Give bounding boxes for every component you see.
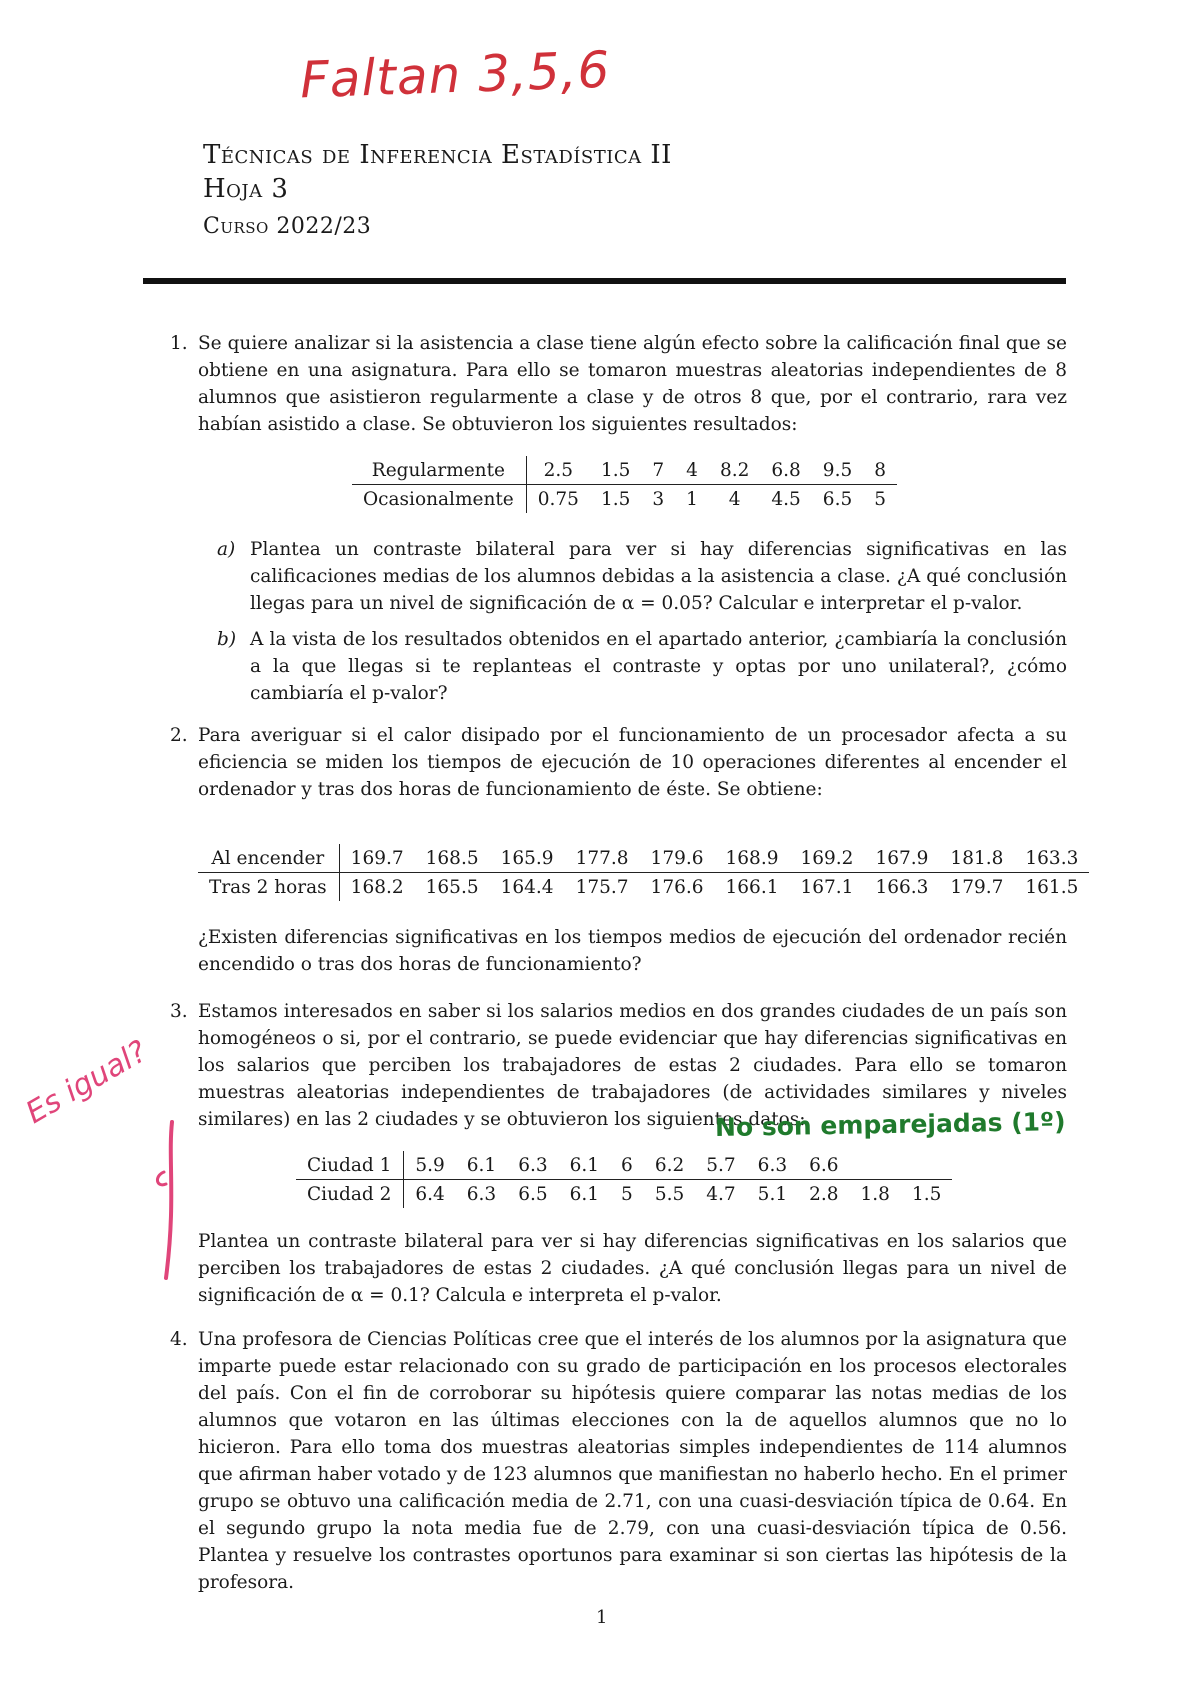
row-header: Ciudad 1 bbox=[296, 1151, 404, 1180]
row-header: Regularmente bbox=[352, 456, 526, 485]
question-2-followup bbox=[170, 924, 1067, 978]
table-cell: 5.7 bbox=[695, 1151, 746, 1180]
table-cell: 8 bbox=[863, 456, 897, 485]
table-cell: 5.1 bbox=[757, 1183, 788, 1205]
table-cell: 2.5 bbox=[526, 456, 590, 485]
table-cell: 6.8 bbox=[760, 456, 811, 485]
table-cell: 6.5 bbox=[518, 1183, 548, 1205]
table-cell: 6.5 bbox=[822, 488, 853, 510]
attendance-table bbox=[352, 456, 897, 513]
table-cell: 4.5 bbox=[771, 488, 801, 510]
header-rule bbox=[143, 278, 1066, 284]
table-cell: 166.3 bbox=[875, 876, 929, 898]
question-number: 1. bbox=[170, 333, 188, 354]
table-row bbox=[352, 456, 897, 485]
question-text: Una profesora de Ciencias Políticas cree que el interés de los alumnos por la asignatura que imparte puede estar relacionado con su grado de participación en los procesos electorales del país. Con el fin de corroborar su hipótesis quiere comparar las notas medias de los alumnos que votaron en las últimas elecciones con la de aquellos alumnos que no lo hicieron. Para ello toma dos muestras aleatorias simples independientes de 114 alumnos que afirman haber votado y de 123 alumnos que manifiestan no haberlo hecho. En el primer grupo se obtuvo una calificación media de 2.71, con una cuasi-desviación típica de 0.64. En el segundo grupo la nota media fue de 2.79, con una cuasi-desviación típica de 0.56. Plantea y resuelve los contrastes oportunos para examinar si son ciertas las hipótesis de la profesora. bbox=[198, 1329, 1067, 1593]
table-cell: 166.1 bbox=[725, 876, 779, 898]
question-1-parts bbox=[170, 528, 1067, 707]
row-header: Ocasionalmente bbox=[352, 485, 526, 514]
table-cell bbox=[901, 1151, 952, 1180]
handwritten-bracket-icon bbox=[150, 1120, 190, 1280]
table-cell: 181.8 bbox=[939, 844, 1014, 873]
question-4 bbox=[170, 1326, 1067, 1596]
table-cell: 8.2 bbox=[709, 456, 760, 485]
sheet-title: Hoja 3 bbox=[203, 174, 289, 204]
table-cell: 177.8 bbox=[565, 844, 640, 873]
table-cell: 2.8 bbox=[809, 1183, 839, 1205]
table-cell: 1.5 bbox=[600, 488, 631, 510]
part-text: A la vista de los resultados obtenidos en el apartado anterior, ¿cambiaría la conclusión a la que llegas si te replanteas el contraste y optas por uno unilateral?, ¿cómo cambiaría el p-valor? bbox=[250, 629, 1067, 704]
table-cell: 163.3 bbox=[1014, 844, 1089, 873]
table-row bbox=[296, 1180, 952, 1209]
question-1 bbox=[170, 330, 1067, 438]
table-cell: 164.4 bbox=[500, 876, 554, 898]
table-cell bbox=[850, 1151, 901, 1180]
processor-table bbox=[198, 844, 1089, 901]
table-cell: 6.3 bbox=[466, 1183, 497, 1205]
table-cell: 6 bbox=[610, 1151, 644, 1180]
table-row bbox=[198, 873, 1089, 902]
table-cell: 0.75 bbox=[537, 488, 579, 510]
table-cell: 5.9 bbox=[404, 1151, 456, 1180]
table-cell: 7 bbox=[641, 456, 675, 485]
handwritten-note-equal: Es igual? bbox=[20, 1034, 153, 1131]
part-label: b) bbox=[217, 629, 237, 650]
row-header: Tras 2 horas bbox=[198, 873, 339, 902]
question-3-followup bbox=[170, 1228, 1067, 1309]
table-cell: 5 bbox=[621, 1183, 633, 1205]
table-cell: 4 bbox=[675, 456, 709, 485]
table-cell: 4.7 bbox=[706, 1183, 736, 1205]
table-row bbox=[352, 485, 897, 514]
course-year: Curso 2022/23 bbox=[203, 214, 372, 239]
table-cell: 179.7 bbox=[950, 876, 1004, 898]
table-cell: 9.5 bbox=[812, 456, 863, 485]
table-cell: 6.6 bbox=[798, 1151, 849, 1180]
row-header: Ciudad 2 bbox=[296, 1180, 404, 1209]
question-number: 2. bbox=[170, 725, 188, 746]
table-cell: 168.2 bbox=[350, 876, 404, 898]
course-title: Técnicas de Inferencia Estadística II bbox=[203, 140, 672, 170]
table-cell: 1.8 bbox=[860, 1183, 890, 1205]
salary-table bbox=[296, 1151, 952, 1208]
table-cell: 169.7 bbox=[339, 844, 414, 873]
table-cell: 6.3 bbox=[747, 1151, 798, 1180]
handwritten-note-missing: Faltan 3,5,6 bbox=[299, 40, 612, 110]
question-text: ¿Existen diferencias significativas en los tiempos medios de ejecución del ordenador recién encendido o tras dos horas de funcionamiento? bbox=[198, 927, 1067, 975]
table-row bbox=[296, 1151, 952, 1180]
table-cell: 6.1 bbox=[456, 1151, 507, 1180]
part-a bbox=[217, 536, 1067, 617]
table-cell: 6.3 bbox=[507, 1151, 558, 1180]
table-cell: 1 bbox=[686, 488, 698, 510]
table-cell: 176.6 bbox=[650, 876, 704, 898]
table-cell: 5.5 bbox=[654, 1183, 685, 1205]
row-header: Al encender bbox=[198, 844, 339, 873]
table-cell: 165.5 bbox=[425, 876, 479, 898]
table-cell: 168.9 bbox=[715, 844, 790, 873]
table-cell: 1.5 bbox=[911, 1183, 942, 1205]
table-cell: 167.9 bbox=[864, 844, 939, 873]
question-text: Para averiguar si el calor disipado por el funcionamiento de un procesador afecta a su eficiencia se miden los tiempos de ejecución de 10 operaciones diferentes al encender el ordenador y tras dos horas de funcionamiento de éste. Se obtiene: bbox=[198, 725, 1067, 800]
table-cell: 1.5 bbox=[590, 456, 641, 485]
question-2 bbox=[170, 722, 1067, 803]
table-cell: 161.5 bbox=[1025, 876, 1079, 898]
table-cell: 5 bbox=[874, 488, 886, 510]
part-text: Plantea un contraste bilateral para ver si hay diferencias significativas en las calificaciones medias de los alumnos debidas a la asistencia a clase. ¿A qué conclusión llegas para un nivel de significación de α = 0.05? Calcular e interpretar el p-valor. bbox=[250, 539, 1067, 614]
question-text: Estamos interesados en saber si los salarios medios en dos grandes ciudades de un país son homogéneos o si, por el contrario, se puede evidenciar que hay diferencias significativas en los salarios que perciben los trabajadores de estas 2 ciudades. Para ello se tomaron muestras aleatorias independientes de trabajadores (de actividades similares y niveles similares) en las 2 ciudades y se obtuvieron los siguientes datos: bbox=[198, 1001, 1067, 1130]
table-cell: 6.2 bbox=[644, 1151, 695, 1180]
question-number: 3. bbox=[170, 1001, 188, 1022]
part-label: a) bbox=[217, 539, 236, 560]
table-cell: 167.1 bbox=[800, 876, 854, 898]
page-number: 1 bbox=[596, 1607, 608, 1628]
question-text: Se quiere analizar si la asistencia a clase tiene algún efecto sobre la calificación final que se obtiene en una asignatura. Para ello se tomaron muestras aleatorias independientes de 8 alumnos que asistieron regularmente a clase y de otros 8 que, por el contrario, rara vez habían asistido a clase. Se obtuvieron los siguientes resultados: bbox=[198, 333, 1067, 435]
table-cell: 3 bbox=[652, 488, 665, 510]
table-cell: 175.7 bbox=[575, 876, 629, 898]
table-cell: 6.1 bbox=[559, 1151, 610, 1180]
document-header bbox=[203, 138, 672, 244]
table-cell: 179.6 bbox=[640, 844, 715, 873]
table-cell: 169.2 bbox=[789, 844, 864, 873]
table-cell: 6.1 bbox=[569, 1183, 600, 1205]
question-number: 4. bbox=[170, 1329, 188, 1350]
handwritten-note-not-paired: No son emparejadas (1º) bbox=[714, 1106, 1066, 1143]
table-cell: 168.5 bbox=[415, 844, 490, 873]
table-cell: 165.9 bbox=[490, 844, 565, 873]
table-cell: 6.4 bbox=[415, 1183, 445, 1205]
table-row bbox=[198, 844, 1089, 873]
question-text: Plantea un contraste bilateral para ver si hay diferencias significativas en los salarios que perciben los trabajadores de estas 2 ciudades. ¿A qué conclusión llegas para un nivel de significación de α = 0.1? Calcula e interpreta el p-valor. bbox=[198, 1231, 1067, 1306]
table-cell: 4 bbox=[728, 488, 741, 510]
part-b bbox=[217, 626, 1067, 707]
